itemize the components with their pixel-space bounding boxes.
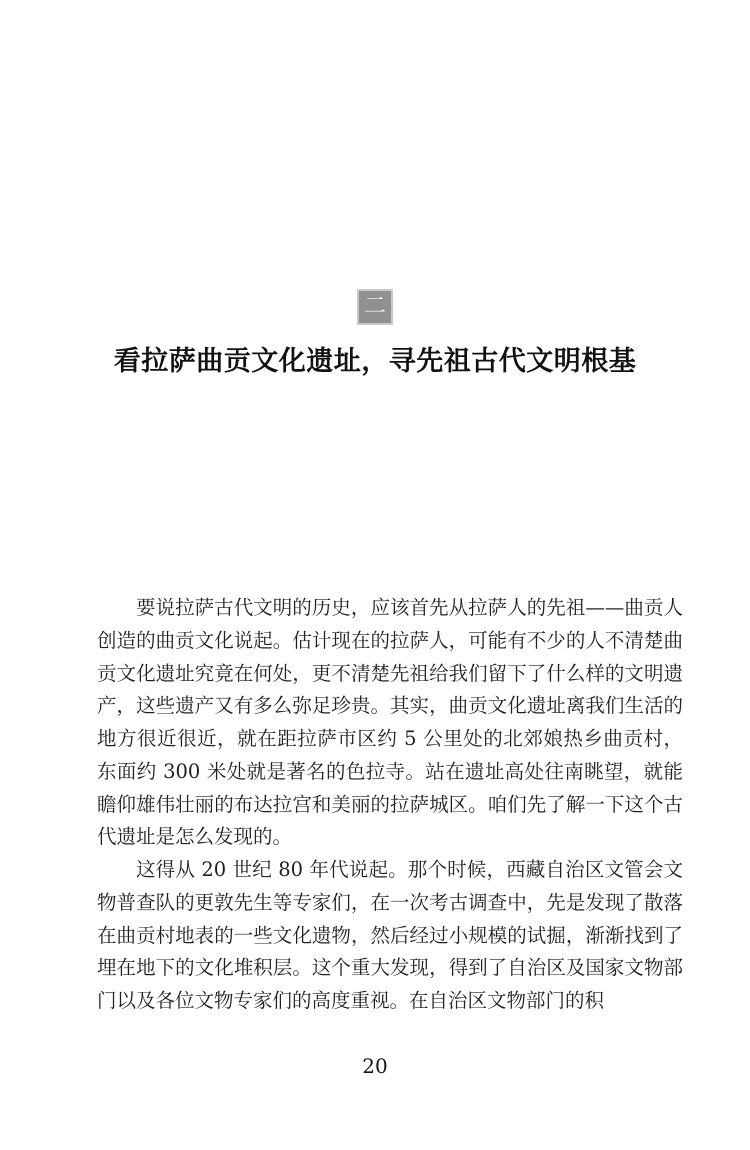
body-text	[97, 592, 683, 1018]
chapter-number-badge	[357, 289, 393, 325]
chapter-title: 看拉萨曲贡文化遗址，寻先祖古代文明根基	[113, 346, 637, 377]
page-number: 20	[362, 1054, 388, 1078]
chapter-number: 二	[363, 294, 386, 319]
paragraph: 这得从 20 世纪 80 年代说起。那个时候，西藏自治区文管会文物普查队的更敦先生等专家们，在一次考古调查中，先是发现了散落在曲贡村地表的一些文化遗物，然后经过小规模的试掘，渐渐找到了埋在地下的文化堆积层。这个重大发现，得到了自治区及国家文物部门以及各位文物专家们的高度重视。在自治区文物部门的积	[97, 858, 683, 1012]
paragraph: 要说拉萨古代文明的历史，应该首先从拉萨人的先祖——曲贡人创造的曲贡文化说起。估计现在的拉萨人，可能有不少的人不清楚曲贡文化遗址究竟在何处，更不清楚先祖给我们留下了什么样的文明遗产，这些遗产又有多么弥足珍贵。其实，曲贡文化遗址离我们生活的地方很近很近，就在距拉萨市区约 5 公里处的北郊娘热乡曲贡村，东面约 300 米处就是著名的色拉寺。站在遗址高处往南眺望，就能瞻仰雄伟壮丽的布达拉宫和美丽的拉萨城区。咱们先了解一下这个古代遗址是怎么发现的。	[97, 596, 683, 849]
